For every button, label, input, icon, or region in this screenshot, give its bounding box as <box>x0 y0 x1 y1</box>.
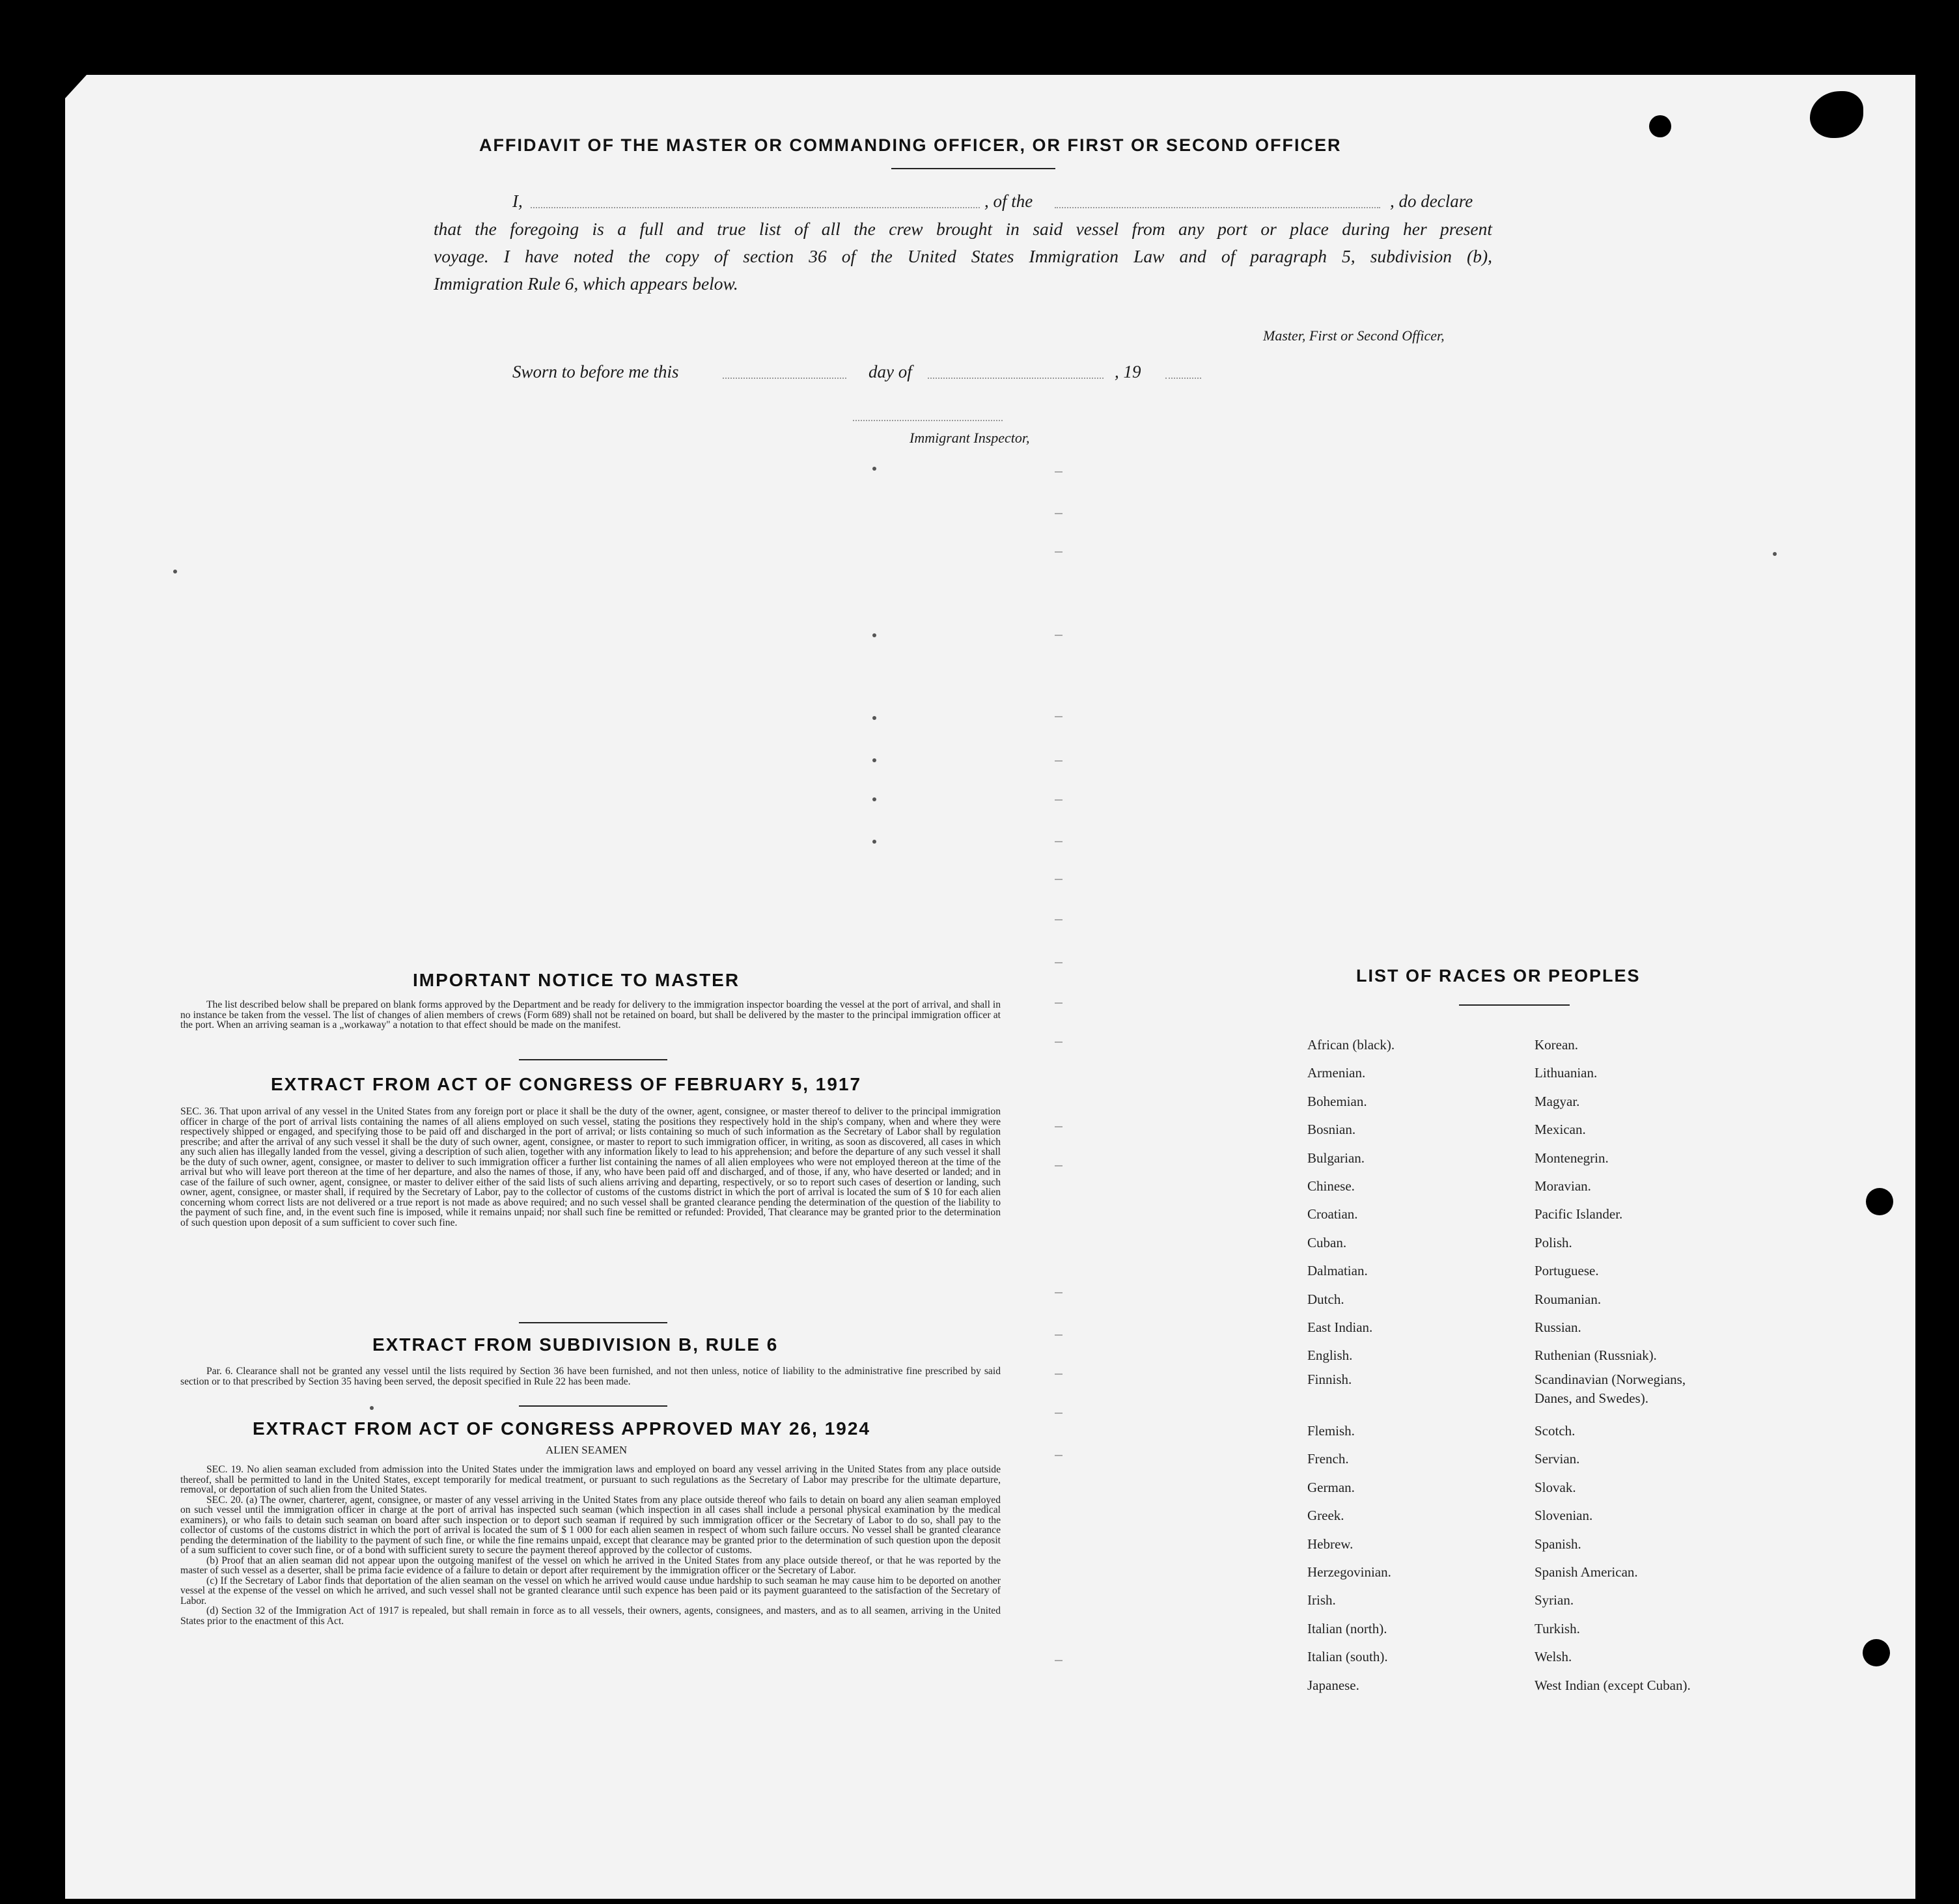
act-1924-heading: EXTRACT FROM ACT OF CONGRESS APPROVED MAY 26, 1924 <box>253 1418 870 1439</box>
races-right-column <box>1535 1031 1691 1700</box>
race-item: Dutch. <box>1307 1291 1344 1307</box>
race-item: Montenegrin. <box>1535 1150 1609 1166</box>
races-left-column <box>1307 1031 1395 1700</box>
affidavit-declare: , do declare <box>1390 191 1473 211</box>
race-item: Spanish American. <box>1535 1564 1638 1580</box>
faint-mark <box>1055 1126 1063 1127</box>
race-item: Slovak. <box>1535 1479 1576 1495</box>
faint-mark <box>1055 879 1063 880</box>
punch-hole <box>1649 115 1671 137</box>
faint-mark <box>1055 513 1063 514</box>
faint-mark <box>1055 1002 1063 1004</box>
sworn-label: Sworn to before me this <box>512 362 679 381</box>
race-item: Spanish. <box>1535 1536 1581 1552</box>
race-item: Irish. <box>1307 1592 1336 1608</box>
race-item: Croatian. <box>1307 1206 1358 1222</box>
sworn-day-blank <box>723 378 846 379</box>
punch-hole <box>1866 1188 1893 1215</box>
affidavit-i: I, <box>512 191 523 211</box>
faint-mark <box>1055 799 1063 801</box>
race-item: Ruthenian (Russniak). <box>1535 1347 1657 1364</box>
sec-36-paragraph: SEC. 36. That upon arrival of any vessel in the United States from any foreign port or place it shall be the duty of the owner, agent, consignee, or master thereof to deliver to the principal immigration officer in charge of the port of arrival lists containing the names of all aliens employed on such vessel, stating the positions they respectively hold in the ship's company, when and where they were respectively shipped or engaged, and specifying those to be paid off and discharged in the port of arrival; or lists containing so much of such information as the Secretary of Labor shall by regulation prescribe; and after the arrival of any such vessel it shall be the duty of such owner, agent, consignee, or master to report to such immigration officer, in writing, as soon as discovered, all cases in which any such alien has illegally landed from the vessel, giving a description of such alien, together with any information likely to lead to his apprehension; and before the departure of any such vessel it shall be the duty of such owner, agent, consignee, or master to deliver to such immigration officer a further list containing the names of all alien employees who were not employed thereon at the time of the arrival but who will leave port thereon at the time of her departure, and also the names of those, if any, who have been paid off and discharged, and of those, if any, who have deserted or landed; and in case of the failure of such owner, agent, consignee, or master to deliver either of the said lists of such aliens arriving and departing, respectively, or so to report such cases of desertion or landing, such owner, agent, consignee, or master shall, if required by the Secretary of Labor, pay to the collector of customs of the customs district in which the port of arrival is located the sum of $ 10 for each alien concerning whom correct lists are not delivered or a true report is not made as above required; and no such vessel shall be granted clearance pending the determination of the question of the liability to the payment of such fine, and, in the event such fine is imposed, while it remains unpaid; nor shall such fine be remitted or refunded: Provided, That clearance may be granted prior to the determination of such question upon deposit of a sum sufficient to cover such fine. <box>180 1106 1001 1228</box>
faint-mark <box>1055 635 1063 636</box>
race-item: Bulgarian. <box>1307 1150 1365 1166</box>
race-item: Chinese. <box>1307 1178 1355 1194</box>
speck <box>1773 552 1777 556</box>
speck <box>872 840 876 844</box>
faint-mark <box>1055 841 1063 842</box>
speck <box>872 633 876 637</box>
sec-20d-paragraph: (d) Section 32 of the Immigration Act of 1917 is repealed, but shall remain in force as to all vessels, their owners, agents, consignees, and masters, and as to all seamen, arriving in the United States prior to the enactment of this Act. <box>180 1605 1001 1627</box>
punch-hole <box>1863 1639 1890 1666</box>
race-item: Roumanian. <box>1535 1291 1602 1307</box>
race-item: Lithuanian. <box>1535 1065 1598 1081</box>
race-item: Flemish. <box>1307 1422 1355 1439</box>
sec-20a-paragraph: SEC. 20. (a) The owner, charterer, agent, consignee, or master of any vessel arriving in the United States from any place outside thereof who fails to detain on board any alien seaman employed on such vessel until the immigration officer in charge at the port of arrival has inspected such seaman (which inspection in all cases shall include a personal physical examination by the medical examiners), or who fails to detain such seaman on board after such inspection or to deport such seaman if required by such immigration officer or the Secretary of Labor to do so, shall pay to the collector of customs of the customs district in which the port of arrival is located the sum of $ 1 000 for each alien seamen in respect of whom such failure occurs. No vessel shall be granted clearance pending the determination of the liability to the payment of such fine, or while the fine remains unpaid, except that clearance may be granted prior to the determination of such question upon the deposit of a sum sufficient to cover such fine, or of a bond with sufficient surety to secure the payment thereof approved by the collector of customs. <box>180 1494 1001 1556</box>
master-signature-label: Master, First or Second Officer, <box>1263 327 1445 344</box>
speck <box>370 1406 374 1410</box>
affidavit-line-2: that the foregoing is a full and true list of all the crew brought in said vessel from any port or place during her present <box>434 219 1492 239</box>
race-item: Moravian. <box>1535 1178 1591 1194</box>
faint-mark <box>1055 471 1063 473</box>
race-item: Syrian. <box>1535 1592 1574 1608</box>
race-item: Turkish. <box>1535 1620 1580 1636</box>
year-blank <box>1165 378 1201 379</box>
race-item: German. <box>1307 1479 1355 1495</box>
speck <box>872 716 876 720</box>
race-item: Korean. <box>1535 1037 1579 1053</box>
inspector-label: Immigrant Inspector, <box>910 430 1030 446</box>
faint-mark <box>1055 551 1063 553</box>
race-item: African (black). <box>1307 1037 1395 1053</box>
title-underline <box>891 168 1055 169</box>
faint-mark <box>1055 1413 1063 1414</box>
race-item: Scandinavian (Norwegians, Danes, and Swedes). <box>1535 1371 1686 1406</box>
act-1917-heading: EXTRACT FROM ACT OF CONGRESS OF FEBRUARY 5, 1917 <box>271 1074 862 1094</box>
par-6-paragraph: Par. 6. Clearance shall not be granted any vessel until the lists required by Section 36 have been furnished, and not then unless, notice of liability to the administrative fine prescribed by said section or to that prescribed by Section 35 having been served, the deposit specified in Rule 22 has been made. <box>180 1366 1001 1387</box>
faint-mark <box>1055 919 1063 920</box>
race-item: Finnish. <box>1307 1371 1352 1387</box>
race-item: Bosnian. <box>1307 1122 1356 1138</box>
race-item: English. <box>1307 1347 1353 1364</box>
race-item: Dalmatian. <box>1307 1263 1368 1279</box>
affidavit-of-the: , of the <box>984 191 1033 211</box>
race-item: Portuguese. <box>1535 1263 1599 1279</box>
race-item: Japanese. <box>1307 1677 1359 1693</box>
faint-mark <box>1055 1455 1063 1456</box>
affidavit-line-3: voyage. I have noted the copy of section 36 of the United States Immigration Law and of paragraph 5, subdivision (b), <box>434 246 1492 266</box>
race-item: Servian. <box>1535 1451 1580 1467</box>
sec-19-paragraph: SEC. 19. No alien seaman excluded from admission into the United States under the immigration laws and employed on board any vessel arriving in the United States from any place outside thereof, shall be permitted to land in the United States, except temporarily for medical treatment, or pursuant to such regulations as the Secretary of Labor may prescribe for the ultimate departure, removal, or deportation of such alien from the United States. <box>180 1464 1001 1495</box>
speck <box>173 570 177 573</box>
faint-mark <box>1055 1292 1063 1293</box>
notice-heading: IMPORTANT NOTICE TO MASTER <box>413 970 740 990</box>
race-item: Italian (south). <box>1307 1649 1388 1665</box>
speck <box>872 467 876 471</box>
faint-mark <box>1055 716 1063 717</box>
race-item: East Indian. <box>1307 1319 1373 1336</box>
divider <box>519 1059 667 1060</box>
race-item: Armenian. <box>1307 1065 1366 1081</box>
rule6-heading: EXTRACT FROM SUBDIVISION B, RULE 6 <box>372 1334 779 1355</box>
divider <box>519 1405 667 1407</box>
race-item: Herzegovinian. <box>1307 1564 1391 1580</box>
speck <box>872 797 876 801</box>
name-blank <box>531 207 980 208</box>
alien-seamen-subheading: ALIEN SEAMEN <box>546 1444 628 1456</box>
race-item: Polish. <box>1535 1234 1572 1250</box>
faint-mark <box>1055 1373 1063 1375</box>
race-item: Greek. <box>1307 1508 1344 1524</box>
faint-mark <box>1055 1660 1063 1661</box>
race-item: Mexican. <box>1535 1122 1586 1138</box>
race-item: Pacific Islander. <box>1535 1206 1623 1222</box>
faint-mark <box>1055 1165 1063 1166</box>
race-item: Bohemian. <box>1307 1093 1367 1109</box>
notice-paragraph: The list described below shall be prepared on blank forms approved by the Department and be ready for delivery to the immigration inspector boarding the vessel at the port of arrival, and shall in no instance be taken from the vessel. The list of changes of alien members of crews (Form 689) shall not be retained on board, but shall be delivered by the master to the principal immigration officer at the port. When an arriving seaman is a „workaway" a notation to that effect should be made on the manifest. <box>180 999 1001 1030</box>
notice-text <box>180 1000 1001 1030</box>
race-item: West Indian (except Cuban). <box>1535 1677 1691 1693</box>
act-1924-text <box>180 1465 1001 1626</box>
race-item: Cuban. <box>1307 1234 1347 1250</box>
race-item: Italian (north). <box>1307 1620 1387 1636</box>
affidavit-line-4: Immigration Rule 6, which appears below. <box>434 273 738 294</box>
race-item: Scotch. <box>1535 1422 1576 1439</box>
divider <box>519 1322 667 1323</box>
races-heading: LIST OF RACES OR PEOPLES <box>1356 966 1641 986</box>
speck <box>872 758 876 762</box>
act-1917-text <box>180 1107 1001 1228</box>
race-item: Hebrew. <box>1307 1536 1354 1552</box>
race-item: Magyar. <box>1535 1093 1580 1109</box>
affidavit-title: AFFIDAVIT OF THE MASTER OR COMMANDING OFFICER, OR FIRST OR SECOND OFFICER <box>479 135 1342 155</box>
rule6-text <box>180 1366 1001 1387</box>
month-blank <box>928 378 1104 379</box>
faint-mark <box>1055 1042 1063 1043</box>
faint-mark <box>1055 760 1063 762</box>
inspector-signature-blank <box>853 420 1003 421</box>
race-item: Slovenian. <box>1535 1508 1593 1524</box>
faint-mark <box>1055 1334 1063 1336</box>
race-item: French. <box>1307 1451 1349 1467</box>
sec-20c-paragraph: (c) If the Secretary of Labor finds that deportation of the alien seaman on the vessel on which he arrived would cause undue hardship to such seaman he may cause him to be deported on another vessel at the expense of the vessel on which he arrived, and such vessel shall not be granted clearance until such expence has been paid or its payment guaranteed to the satisfaction of the Secretary of Labor. <box>180 1575 1001 1607</box>
race-item: Russian. <box>1535 1319 1581 1336</box>
day-of-label: day of <box>868 362 912 381</box>
vessel-blank <box>1055 207 1380 208</box>
year-label: , 19 <box>1115 362 1141 381</box>
faint-mark <box>1055 962 1063 963</box>
races-underline <box>1459 1004 1570 1006</box>
sec-20b-paragraph: (b) Proof that an alien seaman did not appear upon the outgoing manifest of the vessel on which he arrived in the United States from any place outside thereof, or that he was reported by the master of such vessel as a deserter, shall be prima facie evidence of a failure to detain or deport after requirement by the immigration officer or the Secretary of Labor. <box>180 1554 1001 1576</box>
race-item: Welsh. <box>1535 1649 1572 1665</box>
